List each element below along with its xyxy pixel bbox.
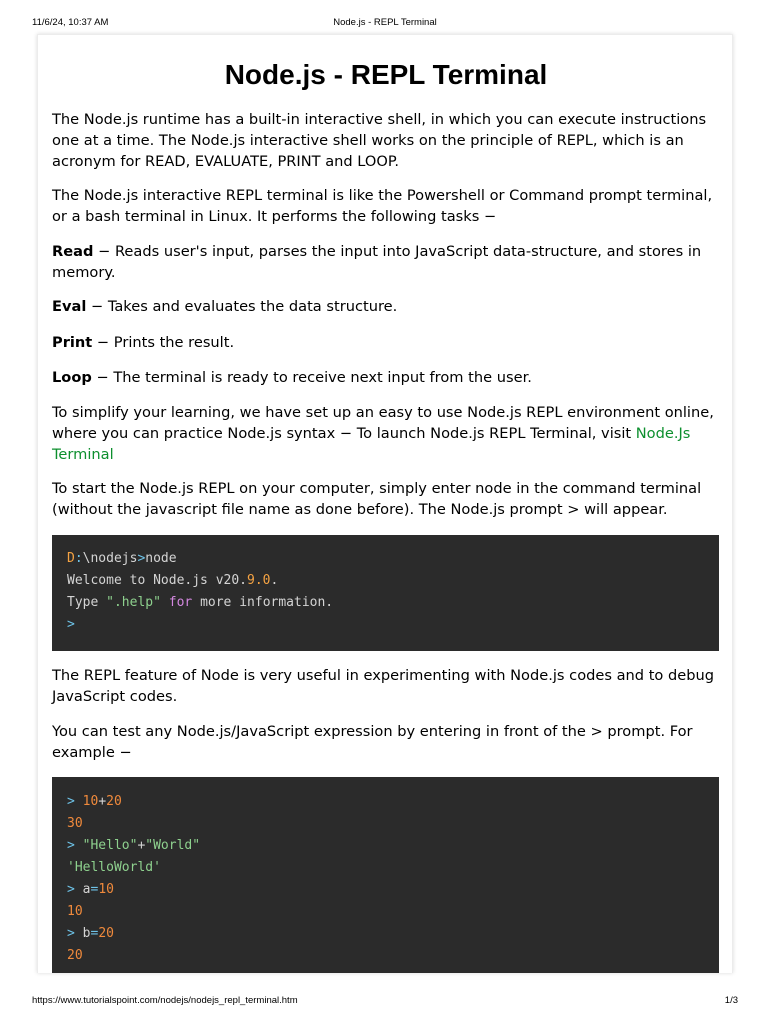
- code-token: 30: [67, 816, 83, 831]
- print-footer: [32, 995, 738, 1009]
- code-token: >: [67, 794, 83, 809]
- code-token: =: [90, 882, 99, 897]
- code-line: [67, 791, 122, 813]
- print-header: [32, 17, 738, 31]
- code-token: 10: [82, 794, 99, 809]
- print-page-title: Node.js - REPL Terminal: [333, 17, 437, 28]
- code-token: "World": [145, 838, 201, 853]
- tasks-intro-paragraph: The Node.js interactive REPL terminal is like the Powershell or Command prompt terminal, or a bash terminal in Linux. It performs the following tasks −: [52, 187, 713, 225]
- article-title: Node.js - REPL Terminal: [224, 59, 548, 90]
- code-token: \nodejs: [82, 551, 138, 566]
- code-line: [67, 570, 278, 592]
- task-loop: [52, 368, 720, 389]
- task-desc: − Takes and evaluates the data structure.: [86, 298, 398, 315]
- task-read: [52, 242, 720, 284]
- code-token: .: [270, 573, 279, 588]
- code-line: [67, 835, 200, 857]
- task-term: Loop: [52, 369, 92, 386]
- code-token: b: [82, 926, 91, 941]
- code-token: ".help": [106, 595, 161, 610]
- task-term: Print: [52, 334, 93, 351]
- print-url: https://www.tutorialspoint.com/nodejs/nodejs_repl_terminal.htm: [32, 995, 298, 1006]
- code-line: [67, 548, 177, 570]
- repl-feature-paragraph: The REPL feature of Node is very useful in experimenting with Node.js codes and to debug JavaScript codes.: [52, 667, 715, 705]
- code-line: [67, 813, 83, 835]
- code-token: "Hello": [82, 838, 138, 853]
- code-token: Type: [67, 595, 107, 610]
- code-token: a: [82, 882, 91, 897]
- code-token: :: [74, 551, 83, 566]
- code-token: 20: [67, 948, 83, 963]
- simplify-text: To simplify your learning, we have set up an easy to use Node.js REPL environment online, where you can practice Node.js syntax − To launch Node.js REPL Terminal, visit: [52, 404, 714, 442]
- code-token: for: [160, 595, 193, 610]
- task-term: Eval: [52, 298, 87, 315]
- code-token: 20: [106, 794, 122, 809]
- code-token: D: [67, 551, 75, 566]
- article-container: [37, 34, 733, 973]
- code-token: +: [98, 794, 107, 809]
- code-line: [67, 945, 83, 967]
- code-token: 'HelloWorld': [67, 860, 161, 875]
- task-term: Read: [52, 243, 94, 260]
- code-token: 10: [98, 882, 114, 897]
- code-token: 10: [67, 904, 83, 919]
- task-print: [52, 333, 720, 354]
- task-desc: − Reads user's input, parses the input into JavaScript data-structure, and stores in memory.: [52, 243, 702, 281]
- print-date: 11/6/24, 10:37 AM: [32, 17, 109, 28]
- code-token: >: [137, 551, 146, 566]
- code-line: [67, 857, 161, 879]
- simplify-paragraph: [52, 403, 720, 465]
- code-line: [67, 901, 83, 923]
- code-token: node: [145, 551, 177, 566]
- nodejs-terminal-link[interactable]: Node.Js Terminal: [52, 424, 691, 463]
- code-block-examples: [52, 777, 719, 973]
- code-token: +: [137, 838, 146, 853]
- code-token: Welcome to Node.js v20.: [67, 573, 248, 588]
- task-desc: − The terminal is ready to receive next input from the user.: [91, 369, 532, 386]
- code-line: [67, 923, 114, 945]
- intro-paragraph: The Node.js runtime has a built-in interactive shell, in which you can execute instructions one at a time. The Node.js interactive shell works on the principle of REPL, which is an acronym for READ, EVALUATE, PRINT and LOOP.: [52, 111, 707, 170]
- task-eval: [52, 297, 720, 318]
- code-token: 9.0: [247, 573, 271, 588]
- code-token: 20: [98, 926, 114, 941]
- start-repl-paragraph: To start the Node.js REPL on your computer, simply enter node in the command terminal (without the javascript file name as done before). The Node.js prompt > will appear.: [52, 480, 702, 518]
- print-page-number: 1/3: [724, 995, 738, 1006]
- task-desc: − Prints the result.: [92, 334, 235, 351]
- code-token: more information.: [192, 595, 334, 610]
- code-line: [67, 879, 114, 901]
- code-block-start-repl: [52, 535, 719, 651]
- code-token: >: [67, 838, 83, 853]
- code-token: >: [67, 926, 83, 941]
- code-token: >: [67, 882, 83, 897]
- code-line: [67, 614, 75, 636]
- code-token: >: [67, 617, 75, 632]
- code-token: =: [90, 926, 99, 941]
- test-expression-paragraph: You can test any Node.js/JavaScript expression by entering in front of the > prompt. For example −: [52, 723, 693, 761]
- code-line: [67, 592, 333, 614]
